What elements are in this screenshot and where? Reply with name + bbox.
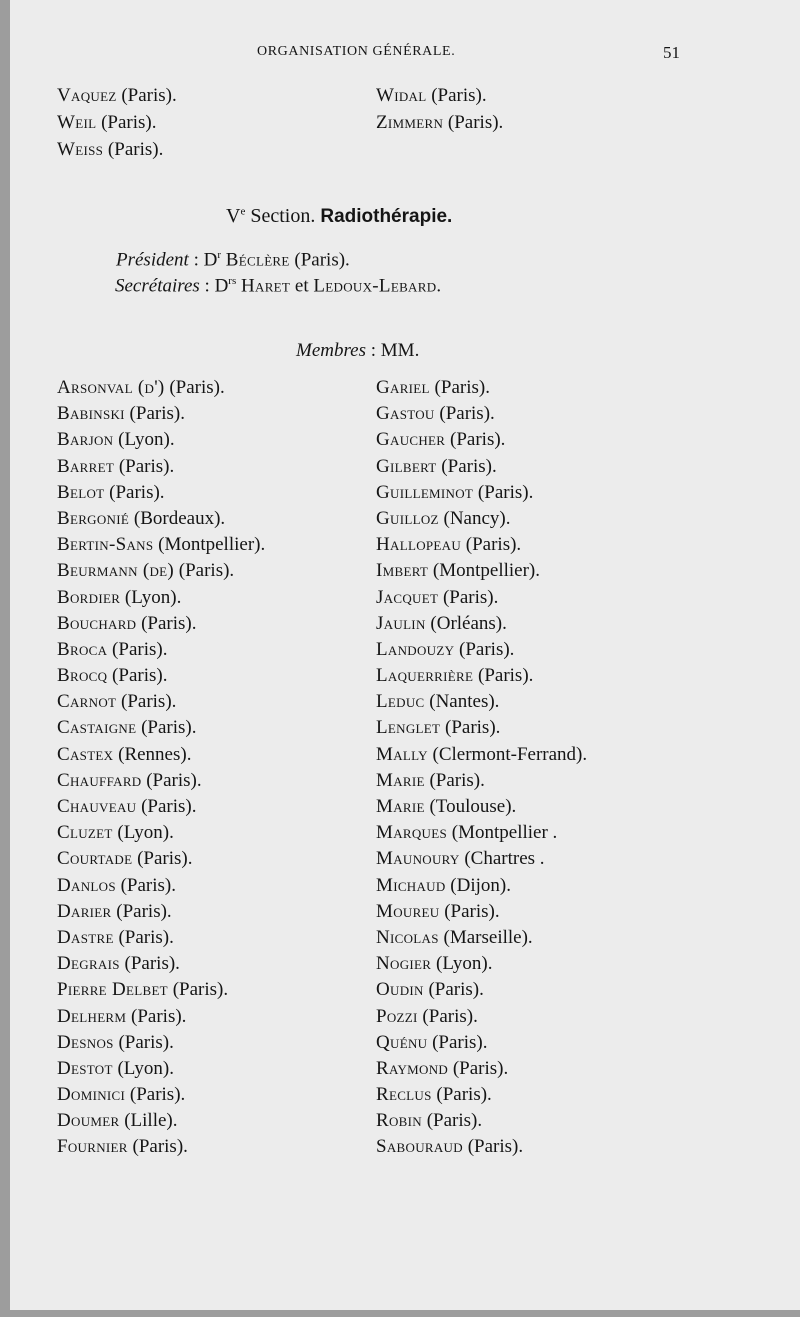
list-item: Doumer (Lille). xyxy=(57,1110,178,1132)
book-page xyxy=(10,0,800,1310)
list-item: Belot (Paris). xyxy=(57,481,165,503)
president-name: Béclère xyxy=(225,249,290,271)
members-heading: Membres : MM. xyxy=(296,340,420,361)
list-item: Gaucher (Paris). xyxy=(376,429,506,451)
section-subject: Radiothérapie. xyxy=(320,206,453,227)
list-item: Dastre (Paris). xyxy=(57,926,174,948)
list-item: Broca (Paris). xyxy=(57,638,168,660)
list-item: Robin (Paris). xyxy=(376,1110,483,1132)
list-item: Raymond (Paris). xyxy=(376,1057,509,1079)
list-item: Laquerrière (Paris). xyxy=(376,665,534,687)
list-item: Fournier (Paris). xyxy=(57,1136,188,1158)
tail-left-name-1: Vaquez (Paris). xyxy=(57,85,177,106)
list-item: Guilleminot (Paris). xyxy=(376,481,534,503)
list-item: Imbert (Montpellier). xyxy=(376,560,540,582)
list-item: Degrais (Paris). xyxy=(57,953,180,975)
list-item: Chauveau (Paris). xyxy=(57,796,197,817)
list-item: Landouzy (Paris). xyxy=(376,638,515,660)
list-item: Bordier (Lyon). xyxy=(57,586,182,608)
list-item: Moureu (Paris). xyxy=(376,900,500,922)
members-left-column xyxy=(57,375,265,1161)
tail-left-name-2: Weil (Paris). xyxy=(57,112,157,133)
list-item: Gilbert (Paris). xyxy=(376,455,497,477)
list-item: Desnos (Paris). xyxy=(57,1031,174,1053)
tail-right-name-1: Widal (Paris). xyxy=(376,85,487,106)
list-item: Nicolas (Marseille). xyxy=(376,926,533,948)
list-item: Castex (Rennes). xyxy=(57,743,192,765)
list-item: Darier (Paris). xyxy=(57,900,172,922)
list-item: Dominici (Paris). xyxy=(57,1084,186,1106)
list-item: Gastou (Paris). xyxy=(376,403,495,425)
list-item: Oudin (Paris). xyxy=(376,979,484,1001)
list-item: Guilloz (Nancy). xyxy=(376,507,511,529)
list-item: Babinski (Paris). xyxy=(57,403,185,425)
running-head xyxy=(10,44,800,68)
list-item: Mally (Clermont-Ferrand). xyxy=(376,743,588,765)
list-item: Gariel (Paris). xyxy=(376,377,490,398)
list-item: Courtade (Paris). xyxy=(57,848,193,870)
list-item: Quénu (Paris). xyxy=(376,1031,488,1053)
secretary-name-1: Haret xyxy=(241,275,291,297)
list-item: Jacquet (Paris). xyxy=(376,586,499,608)
list-item: Marques (Montpellier . xyxy=(376,822,558,844)
list-item: Danlos (Paris). xyxy=(57,874,177,896)
secretary-name-2: Ledoux-Lebard. xyxy=(313,275,442,297)
list-item: Pozzi (Paris). xyxy=(376,1005,478,1027)
section-heading xyxy=(226,205,452,228)
list-item: Maunoury (Chartres . xyxy=(376,848,545,870)
list-item: Carnot (Paris). xyxy=(57,691,177,713)
list-item: Reclus (Paris). xyxy=(376,1084,492,1106)
list-item: Pierre Delbet (Paris). xyxy=(57,979,229,1001)
section-number-suffix: e xyxy=(240,205,246,218)
list-item: Castaigne (Paris). xyxy=(57,717,197,739)
running-title: ORGANISATION GÉNÉRALE. xyxy=(257,44,456,59)
list-item: Barret (Paris). xyxy=(57,455,175,477)
list-item: Delherm (Paris). xyxy=(57,1005,187,1027)
list-item: Marie (Paris). xyxy=(376,769,485,791)
list-item: Destot (Lyon). xyxy=(57,1057,174,1079)
list-item: Nogier (Lyon). xyxy=(376,953,493,975)
secretaries-role: Secrétaires xyxy=(115,275,200,297)
tail-left-name-3: Weiss (Paris). xyxy=(57,139,164,160)
list-item: Cluzet (Lyon). xyxy=(57,822,174,844)
list-item: Brocq (Paris). xyxy=(57,665,168,687)
president-role: Président xyxy=(116,249,189,271)
list-item: Marie (Toulouse). xyxy=(376,796,517,817)
list-item: Hallopeau (Paris). xyxy=(376,534,522,556)
list-item: Bouchard (Paris). xyxy=(57,612,197,634)
list-item: Sabouraud (Paris). xyxy=(376,1136,524,1158)
list-item: Michaud (Dijon). xyxy=(376,874,511,896)
list-item: Bergonié (Bordeaux). xyxy=(57,507,226,529)
section-word: Section. xyxy=(250,205,316,227)
list-item: Beurmann (de) (Paris). xyxy=(57,560,235,582)
members-right-column xyxy=(376,375,587,1161)
list-item: Bertin-Sans (Montpellier). xyxy=(57,534,266,556)
list-item: Barjon (Lyon). xyxy=(57,429,175,451)
page-number: 51 xyxy=(663,43,680,62)
list-item: Lenglet (Paris). xyxy=(376,717,501,739)
section-number: V xyxy=(226,205,241,227)
list-item: Leduc (Nantes). xyxy=(376,691,500,713)
list-item: Jaulin (Orléans). xyxy=(376,612,507,634)
list-item: Arsonval (d') (Paris). xyxy=(57,377,225,398)
list-item: Chauffard (Paris). xyxy=(57,769,202,791)
tail-right-name-2: Zimmern (Paris). xyxy=(376,112,504,133)
president-line: Président : $D^r$ Béclère (Paris). xyxy=(116,249,350,271)
secretaries-line: Secrétaires : $D^{rs}$ Haret et Ledoux-Lebard. xyxy=(115,275,442,297)
